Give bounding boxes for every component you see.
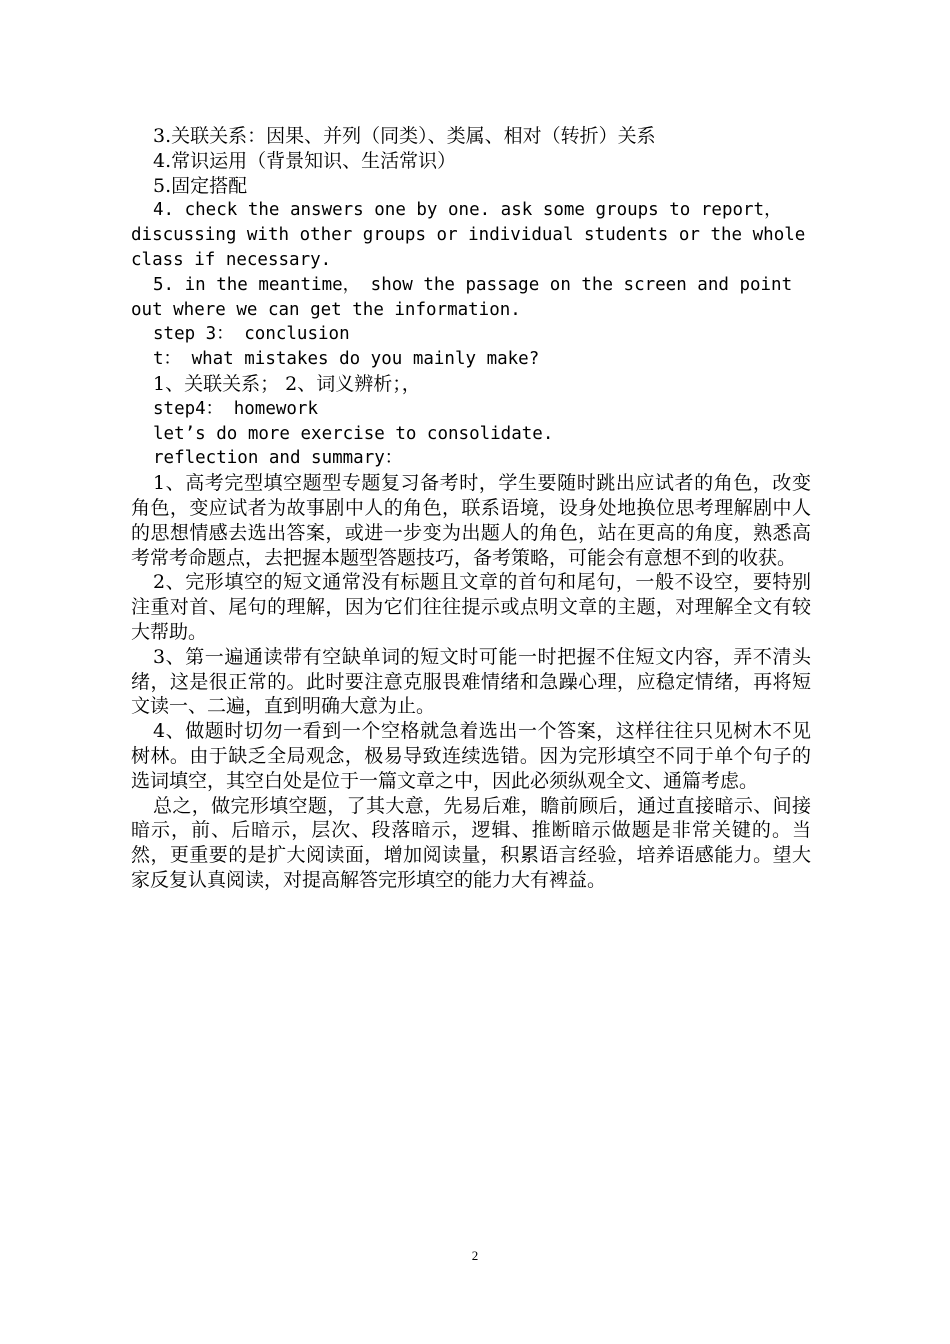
paragraph-relation-types: 3.关联关系：因果、并列（同类）、类属、相对（转折）关系 [153,125,656,147]
paragraph-consolidate: let’s do more exercise to consolidate. [153,423,554,444]
paragraph-reflection-3: 3、第一遍通读带有空缺单词的短文时可能一时把握不住短文内容，弄不清头绪，这是很正常的。此时要注意克服畏难情绪和急躁心理，应稳定情绪，再将短文读一、二遍，直到明确大意为止。 [131,645,811,718]
page-number: 2 [471,1248,479,1263]
paragraph-reflection-2: 2、完形填空的短文通常没有标题且文章的首句和尾句，一般不设空，要特别注重对首、尾句的理解，因为它们往往提示或点明文章的主题，对理解全文有较大帮助。 [131,571,811,643]
paragraph-summary: 总之，做完形填空题，了其大意，先易后难，瞻前顾后，通过直接暗示、间接暗示，前、后暗示，层次、段落暗示，逻辑、推断暗示做题是非常关键的。当然，更重要的是扩大阅读面，增加阅读量，积累语言经验，培养语感能力。望大家反复认真阅读，对提高解答完形填空的能力大有裨益。 [131,794,811,891]
paragraph-reflection-1: 1、高考完型填空题型专题复习备考时，学生要随时跳出应试者的角色，改变角色，变应试者为故事剧中人的角色，联系语境，设身处地换位思考理解剧中人的思想情感去选出答案，或进一步变为出题人的角色，站在更高的角度，熟悉高考常考命题点，去把握本题型答题技巧，备考策略，可能会有意想不到的收获。 [131,472,811,569]
paragraph-fixed-collocation: 5.固定搭配 [153,174,248,197]
paragraph-step4: step4： homework [153,398,319,419]
paragraph-mistake-list: 1、关联关系； 2、词义辨析；， [153,372,421,395]
paragraph-step3: step 3： conclusion [153,324,350,345]
paragraph-check-answers: 4. check the answers one by one. ask some groups to report， discussing with other groups or individual students or the whole class if necessary. [131,200,806,270]
paragraph-common-sense: 4.常识运用（背景知识、生活常识） [153,149,457,172]
document-body [131,124,811,893]
paragraph-reflection-4: 4、做题时切勿一看到一个空格就急着选出一个答案，这样往往只见树木不见树林。由于缺乏全局观念，极易导致连续选错。因为完形填空不同于单个句子的选词填空，其空白处是位于一篇文章之中，因此必须纵观全文、通篇考虑。 [131,720,811,792]
paragraph-reflection-heading: reflection and summary： [153,448,403,469]
paragraph-teacher-question: t： what mistakes do you mainly make? [153,349,540,370]
paragraph-show-passage: 5. in the meantime， show the passage on the screen and point out where we can get the information. [131,274,793,320]
